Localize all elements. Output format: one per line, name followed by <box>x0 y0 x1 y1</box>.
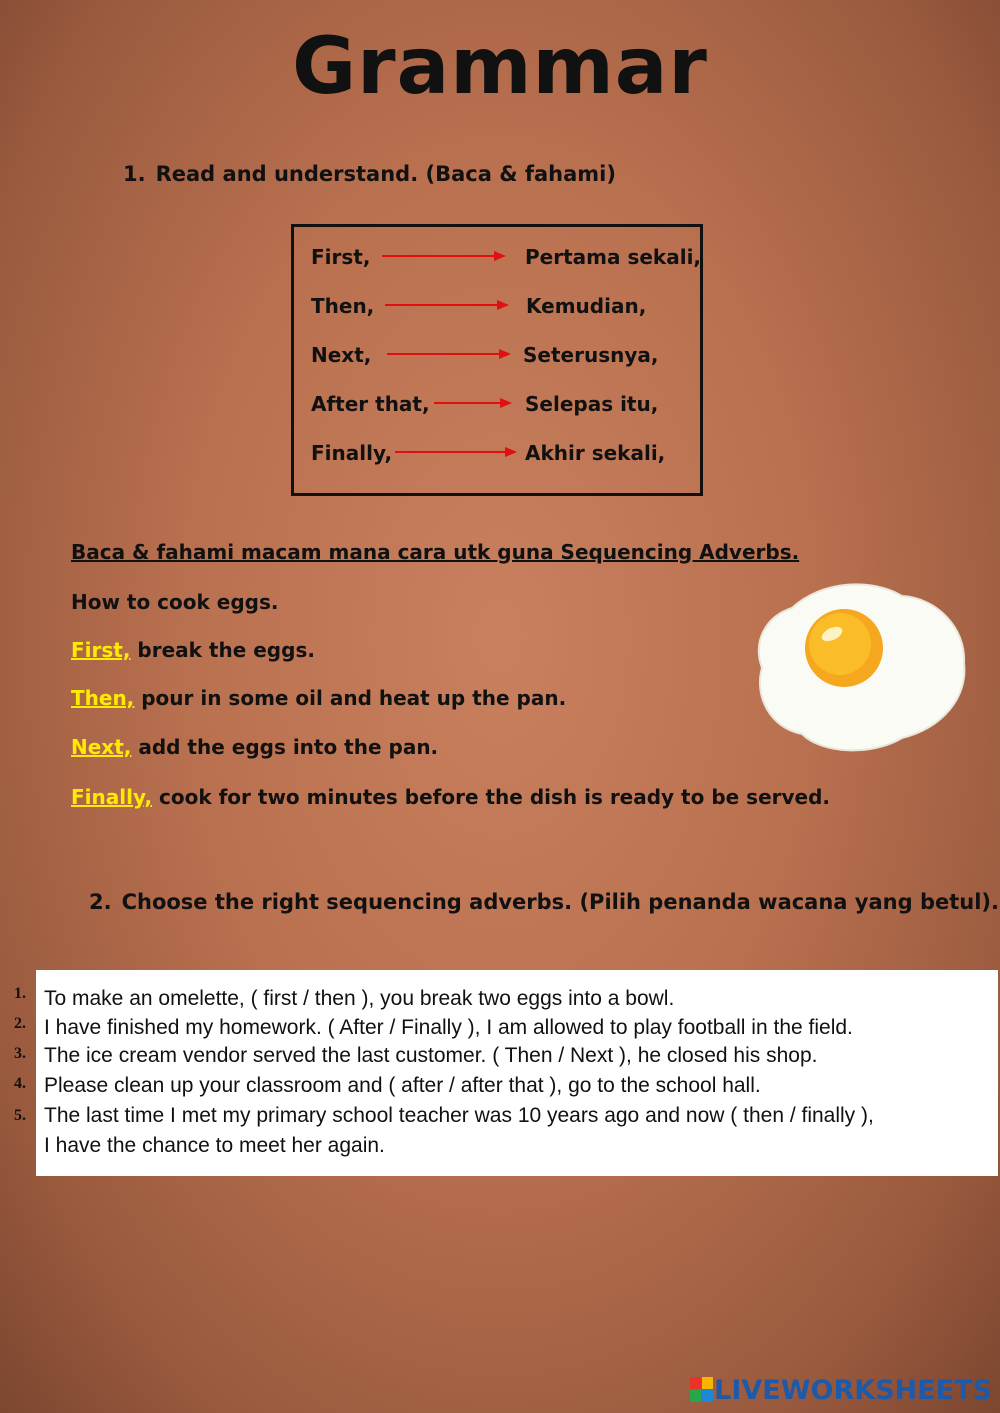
fried-egg-icon <box>752 578 970 756</box>
vocab-malay: Akhir sekali, <box>525 441 666 465</box>
section-2-heading <box>89 890 999 914</box>
step-text: pour in some oil and heat up the pan. <box>134 686 567 710</box>
arrow-right-icon <box>387 347 513 361</box>
vocab-english: After that, <box>311 392 430 416</box>
exercise-item-continued: I have the chance to meet her again. <box>44 1134 385 1157</box>
vocab-row <box>311 441 701 471</box>
step-keyword: First, <box>71 638 131 662</box>
exercise-number: 1. <box>14 985 26 1002</box>
recipe-step <box>71 785 830 809</box>
vocab-english: Finally, <box>311 441 393 465</box>
step-keyword: Next, <box>71 735 132 759</box>
vocab-english: First, <box>311 245 371 269</box>
vocab-row <box>311 294 701 324</box>
section-2-number: 2. <box>89 890 112 914</box>
step-keyword: Finally, <box>71 785 153 809</box>
exercise-number: 2. <box>14 1015 26 1032</box>
vocab-malay: Pertama sekali, <box>525 245 702 269</box>
recipe-step <box>71 638 315 662</box>
section-1-text: Read and understand. (Baca & fahami) <box>155 162 616 186</box>
step-text: cook for two minutes before the dish is ready to be served. <box>152 785 831 809</box>
step-text: add the eggs into the pan. <box>131 735 439 759</box>
exercise-item: Please clean up your classroom and ( after / after that ), go to the school hall. <box>44 1074 761 1097</box>
exercise-item: I have finished my homework. ( After / Finally ), I am allowed to play football in the field. <box>44 1016 853 1039</box>
arrow-right-icon <box>385 298 511 312</box>
arrow-right-icon <box>395 445 519 459</box>
exercise-number: 3. <box>14 1045 26 1062</box>
recipe-step <box>71 686 566 710</box>
exercise-item: The ice cream vendor served the last customer. ( Then / Next ), he closed his shop. <box>44 1044 818 1067</box>
liveworksheets-logo-icon <box>690 1377 714 1403</box>
liveworksheets-logo <box>690 1373 992 1407</box>
vocab-malay: Seterusnya, <box>523 343 659 367</box>
exercise-number: 4. <box>14 1075 26 1092</box>
section-1-number: 1. <box>123 162 146 186</box>
exercise-item: The last time I met my primary school teacher was 10 years ago and now ( then / finally ), <box>44 1104 874 1127</box>
vocab-row <box>311 343 701 373</box>
recipe-step <box>71 735 438 759</box>
vocab-english: Then, <box>311 294 375 318</box>
vocab-english: Next, <box>311 343 372 367</box>
page-title: Grammar <box>292 22 708 112</box>
section-1-heading <box>123 162 616 186</box>
exercise-panel <box>36 970 998 1176</box>
vocab-malay: Kemudian, <box>526 294 647 318</box>
vocab-row <box>311 245 701 275</box>
logo-text: LIVEWORKSHEETS <box>714 1374 992 1406</box>
exercise-item: To make an omelette, ( first / then ), you break two eggs into a bowl. <box>44 987 675 1010</box>
vocab-row <box>311 392 701 422</box>
arrow-right-icon <box>382 249 508 263</box>
recipe-title: How to cook eggs. <box>71 590 279 614</box>
explanation-intro: Baca & fahami macam mana cara utk guna Sequencing Adverbs. <box>71 540 800 564</box>
step-text: break the eggs. <box>130 638 315 662</box>
vocab-malay: Selepas itu, <box>525 392 659 416</box>
exercise-number: 5. <box>14 1107 26 1124</box>
vocabulary-box <box>291 224 703 496</box>
section-2-text: Choose the right sequencing adverbs. (Pilih penanda wacana yang betul). <box>121 890 999 914</box>
arrow-right-icon <box>434 396 514 410</box>
step-keyword: Then, <box>71 686 135 710</box>
